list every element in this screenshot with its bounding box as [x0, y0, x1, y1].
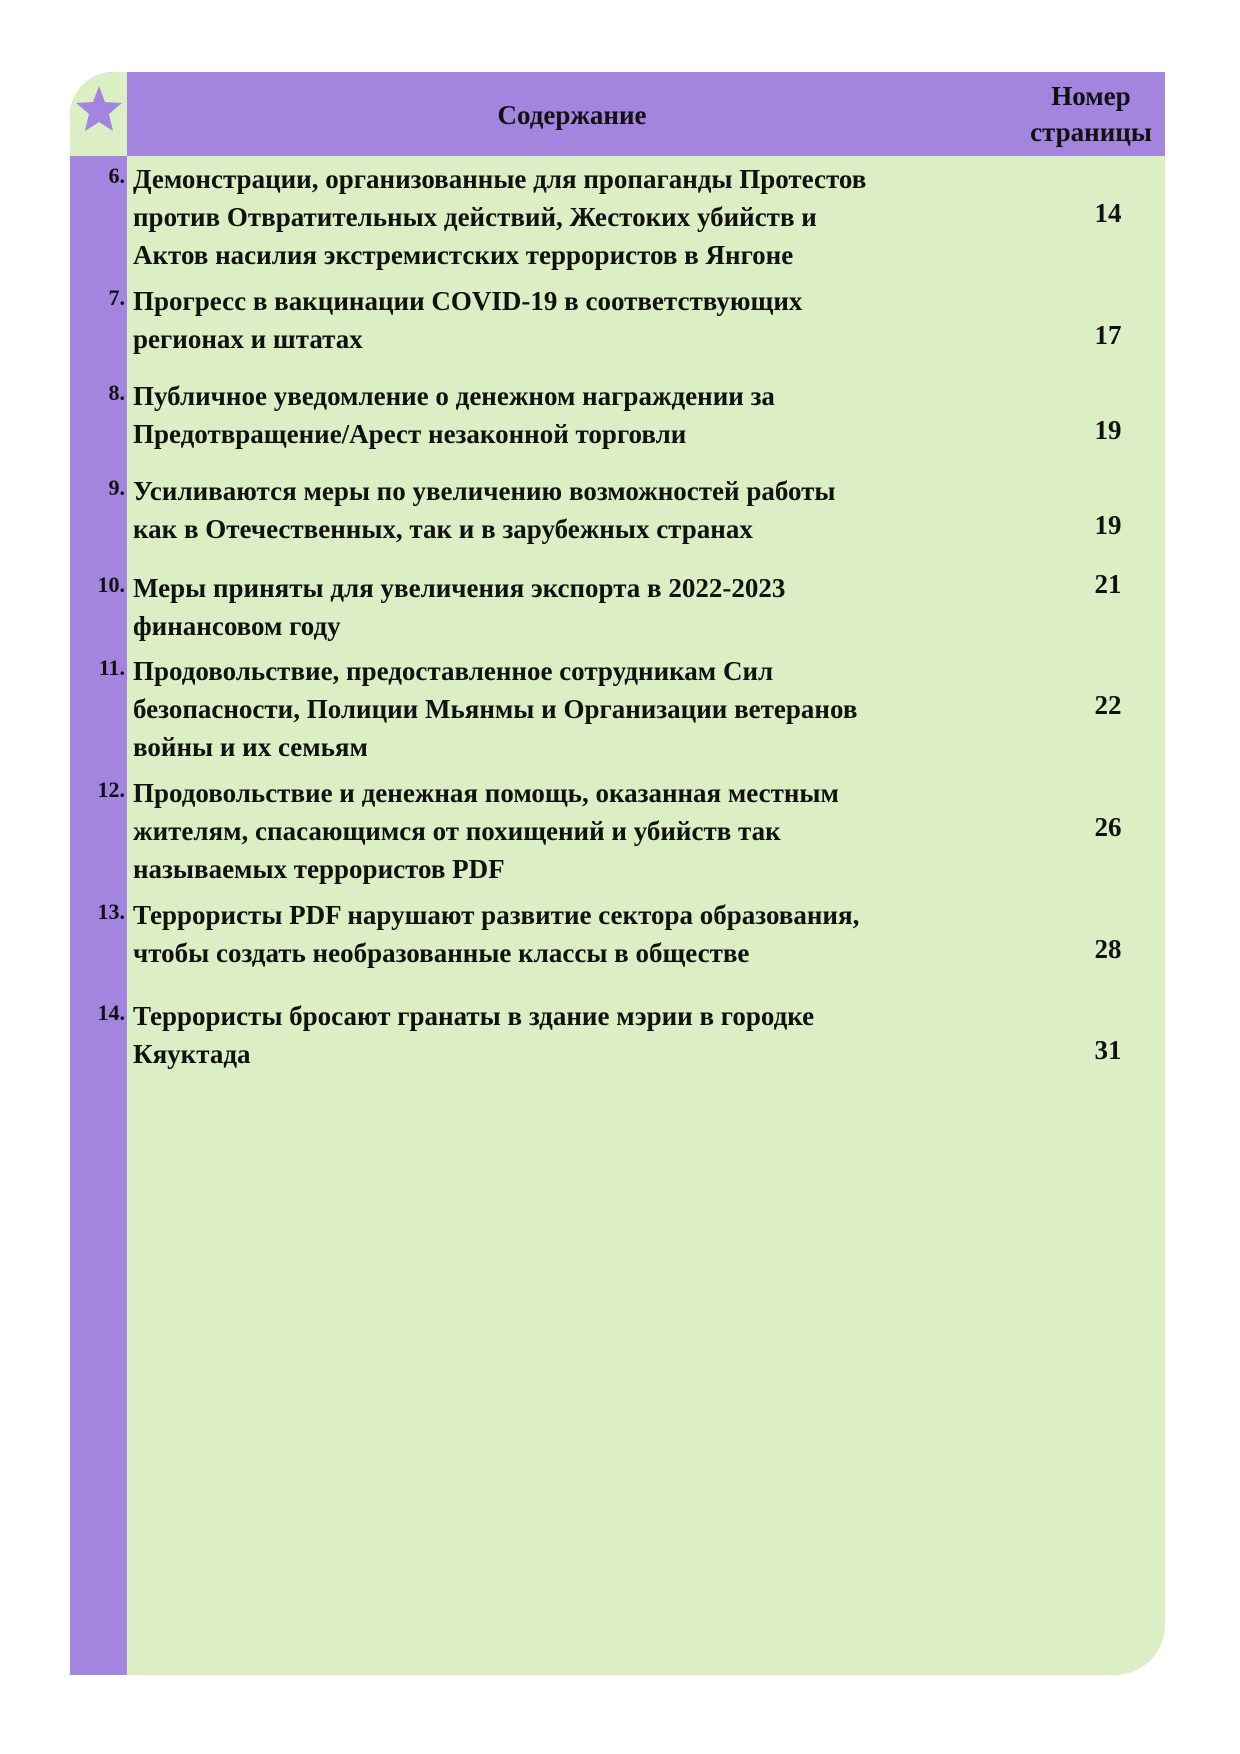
corner-cell	[70, 72, 127, 156]
entry-number: 13.	[97, 899, 125, 924]
entry-line: Прогресс в вакцинации COVID-19 в соответствующих	[133, 286, 803, 316]
entry-line: Демонстрации, организованные для пропаганды Протестов	[133, 164, 867, 194]
entry-line: Террористы PDF нарушают развитие сектора образования,	[133, 900, 860, 930]
entry-page: 28	[1094, 934, 1122, 964]
entry-number: 14.	[97, 1000, 125, 1025]
entry-page: 19	[1094, 510, 1122, 540]
entry-line: регионах и штатах	[133, 324, 363, 354]
toc-panel	[70, 72, 1165, 1675]
entry-title	[133, 652, 1000, 766]
entry-number: 12.	[97, 777, 125, 802]
entry-number: 7.	[108, 285, 125, 310]
entry-page: 26	[1094, 812, 1122, 842]
entry-number: 11.	[98, 655, 125, 680]
page-label-line2: страницы	[1030, 117, 1152, 147]
page-number-column-header	[1017, 78, 1165, 150]
entry-title	[133, 160, 1000, 274]
entry-line: чтобы создать необразованные классы в обществе	[133, 938, 750, 968]
entry-number: 9.	[108, 475, 125, 500]
entry-line: финансовом году	[133, 611, 341, 641]
entry-line: Усиливаются меры по увеличению возможностей работы	[133, 476, 836, 506]
entry-line: Предотвращение/Арест незаконной торговли	[133, 419, 687, 449]
entry-line: Меры приняты для увеличения экспорта в 2022-2023	[133, 573, 786, 603]
entry-line: против Отвратительных действий, Жестоких убийств и	[133, 202, 817, 232]
entry-line: Публичное уведомление о денежном награждении за	[133, 381, 775, 411]
entry-number: 6.	[108, 163, 125, 188]
entry-title	[133, 569, 1000, 645]
entry-line: Кяуктада	[133, 1039, 251, 1069]
entry-line: Террористы бросают гранаты в здание мэрии в городке	[133, 1001, 815, 1031]
toc-header	[127, 72, 1165, 156]
toc-title: Содержание	[497, 100, 647, 130]
entry-line: Продовольствие и денежная помощь, оказанная местным	[133, 778, 839, 808]
star-icon	[74, 84, 124, 134]
entry-title	[133, 377, 1000, 453]
entry-number: 10.	[97, 572, 125, 597]
entry-line: жителям, спасающимся от похищений и убийств так	[133, 816, 781, 846]
entry-line: войны и их семьям	[133, 732, 368, 762]
entry-page: 31	[1094, 1035, 1122, 1065]
entry-page: 22	[1094, 690, 1122, 720]
entry-line: безопасности, Полиции Мьянмы и Организации ветеранов	[133, 694, 858, 724]
entry-title	[133, 997, 1000, 1073]
entry-title	[133, 472, 1000, 548]
entry-line: как в Отечественных, так и в зарубежных странах	[133, 514, 753, 544]
entry-title	[133, 774, 1000, 888]
entry-page: 21	[1094, 569, 1122, 599]
entry-line: Актов насилия экстремистских террористов в Янгоне	[133, 240, 794, 270]
entry-page: 14	[1094, 198, 1122, 228]
left-accent-bar	[70, 72, 127, 1675]
entry-line: Продовольствие, предоставленное сотрудникам Сил	[133, 656, 774, 686]
entry-number: 8.	[108, 380, 125, 405]
entry-page: 17	[1094, 320, 1122, 350]
entry-title	[133, 896, 1000, 972]
entry-page: 19	[1094, 415, 1122, 445]
entry-title	[133, 282, 1000, 358]
entry-line: называемых террористов PDF	[133, 854, 505, 884]
page-label-line1: Номер	[1051, 81, 1131, 111]
